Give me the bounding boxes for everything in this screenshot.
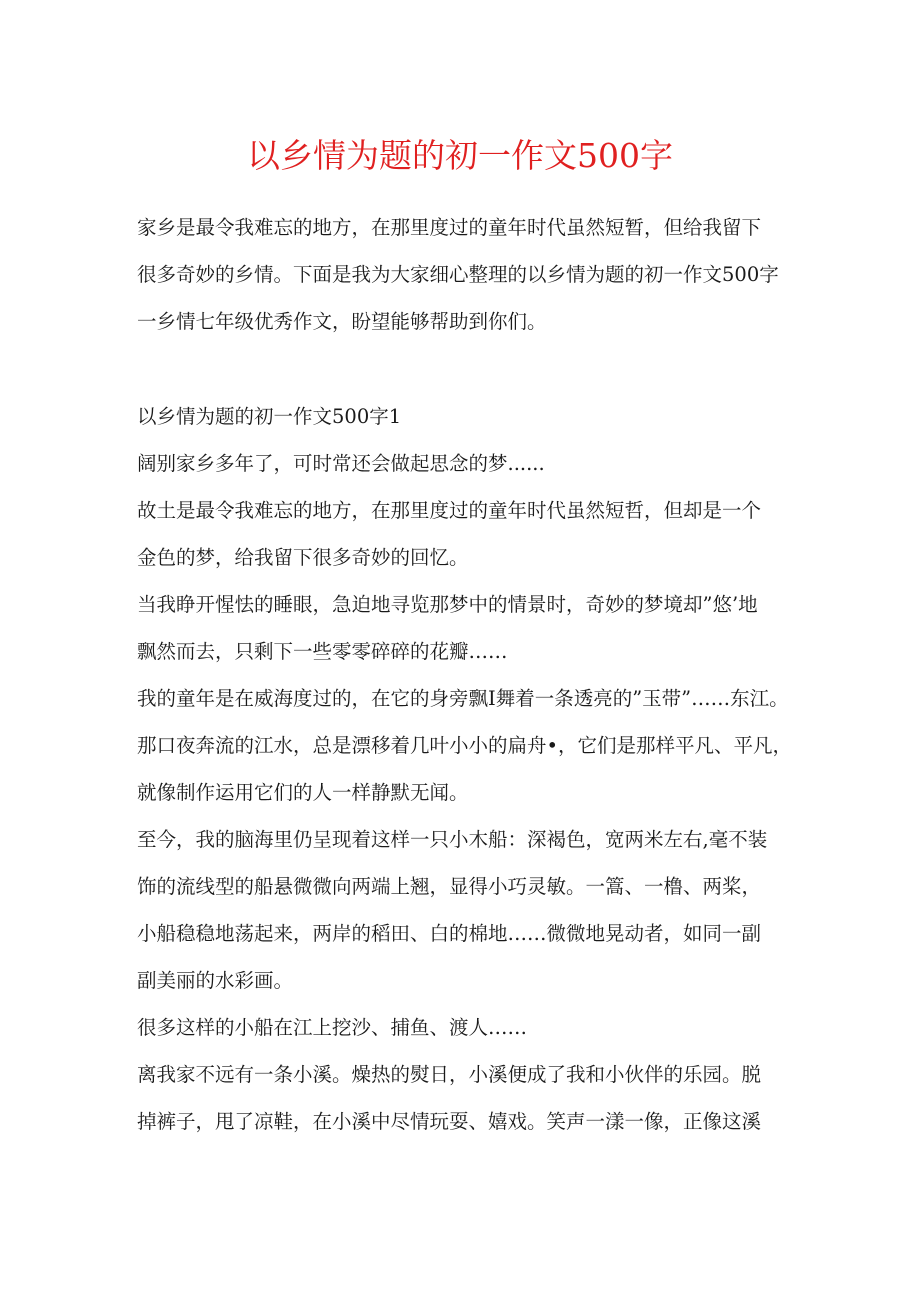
body-line: 那口夜奔流的江水，总是漂移着几叶小小的扁舟•，它们是那样平凡、平凡， (137, 734, 793, 757)
body-line: 阔别家乡多年了，可时常还会做起思念的梦...... (137, 452, 545, 475)
document-body (137, 204, 807, 1145)
body-line: 飘然而去，只剩下一些零零碎碎的花瓣…… (137, 640, 508, 663)
section-heading: 以乡情为题的初一作文500字1 (137, 405, 402, 428)
body-line: 我的童年是在威海度过的，在它的身旁飘I舞着一条透亮的”玉带”……东江。 (137, 687, 789, 710)
body-line: 就像制作运用它们的人一样静默无闻。 (137, 781, 469, 804)
body-line: 金色的梦，给我留下很多奇妙的回忆。 (137, 546, 469, 569)
body-line: 掉裤子，甩了凉鞋，在小溪中尽情玩耍、嬉戏。笑声一漾一像，正像这溪 (137, 1110, 762, 1133)
body-line: 故土是最令我难忘的地方，在那里度过的童年时代虽然短哲，但却是一个 (137, 499, 762, 522)
body-line: 很多这样的小船在江上挖沙、捕鱼、渡人…… (137, 1016, 528, 1039)
body-line: 小船稳稳地荡起来，两岸的稻田、白的棉地……微微地晃动者，如同一副 (137, 922, 762, 945)
intro-line: 家乡是最令我难忘的地方，在那里度过的童年时代虽然短暂，但给我留下 (137, 216, 762, 239)
document-title: 以乡情为题的初一作文500字 (247, 136, 673, 175)
body-line: 至今，我的脑海里仍呈现着这样一只小木船：深褐色，宽两米左右,毫不装 (137, 828, 768, 851)
body-line: 副美丽的水彩画。 (137, 969, 294, 992)
body-line: 当我睁开惺怯的睡眼，急迫地寻览那梦中的情景时，奇妙的梦境却”悠’地 (137, 593, 758, 616)
intro-line: 一乡情七年级优秀作文，盼望能够帮助到你们。 (137, 310, 547, 333)
body-line: 饰的流线型的船悬微微向两端上翘，显得小巧灵敏。一篙、一橹、两桨， (137, 875, 762, 898)
intro-line: 很多奇妙的乡情。下面是我为大家细心整理的以乡情为题的初一作文500字 (137, 263, 779, 286)
paragraph-gap (137, 345, 807, 393)
body-line: 离我家不远有一条小溪。燥热的熨日，小溪便成了我和小伙伴的乐园。脱 (137, 1063, 762, 1086)
